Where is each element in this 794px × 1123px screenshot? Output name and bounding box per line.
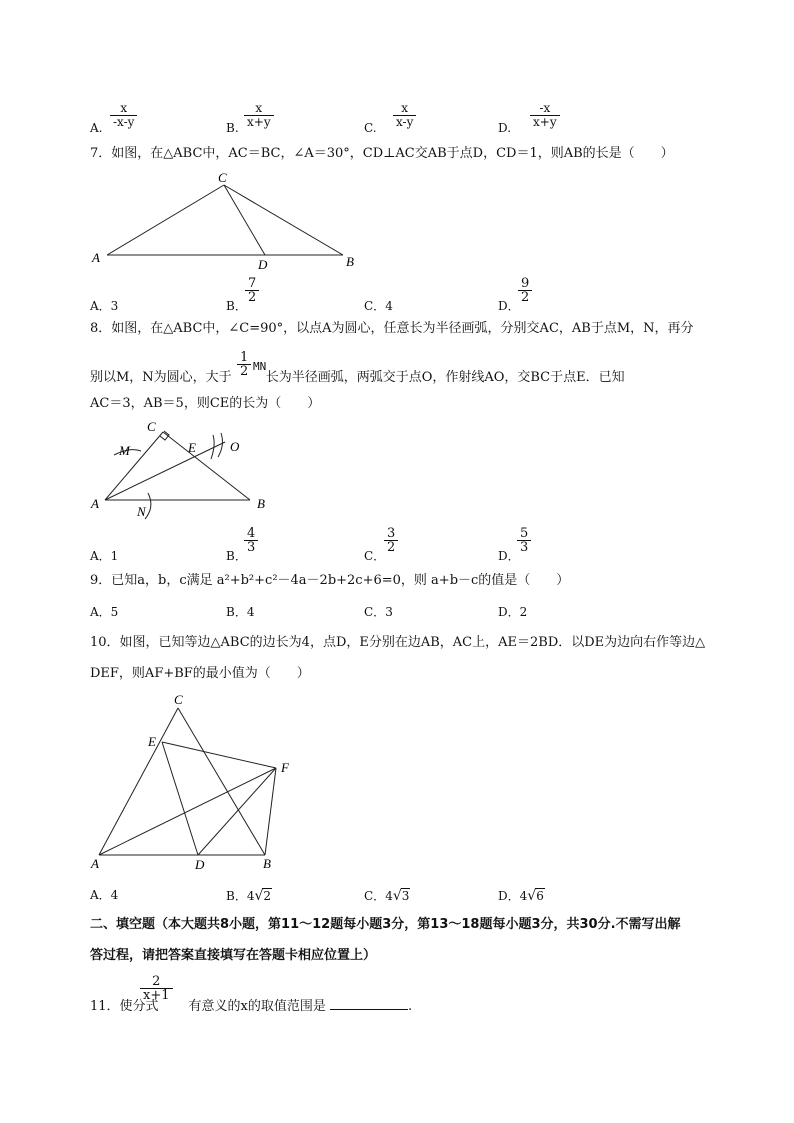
- q7-option-b-fraction: [245, 277, 259, 304]
- q7-option-b-denominator: 2: [245, 290, 259, 304]
- q8-option-a-value: 1: [110, 549, 119, 563]
- section-2-heading-line-2: 答过程，请把答案直接填写在答题卡相应位置上）: [90, 948, 377, 963]
- q7-segment-cb: [224, 185, 343, 255]
- q11-post: 有意义的x的取值范围是: [188, 999, 326, 1014]
- q8-option-d-denominator: 3: [517, 540, 531, 554]
- q9-stem: 9．已知a，b，c满足 a²+b²+c²－4a－2b+2c+6=0，则 a+b－c的值是（ ）: [90, 573, 570, 588]
- q10-label-f: F: [281, 760, 289, 775]
- q8-line-1: 8．如图，在△ABC中，∠C=90°，以点A为圆心，任意长为半径画弧，分别交AC，AB于点M，N，再分: [90, 321, 694, 336]
- q8-line-2-pre: 别以M，N为圆心，大于: [90, 370, 232, 385]
- q7-option-c: [364, 299, 393, 313]
- q7-option-a-value: 3: [110, 299, 119, 313]
- q7-option-d-numerator: 9: [521, 276, 530, 291]
- q10-option-d: D．4√6: [498, 888, 544, 904]
- q11-pre: 11．使分式: [90, 999, 159, 1014]
- q8-half-numerator: 1: [240, 350, 249, 365]
- q8-option-a-letter: A．: [90, 549, 111, 563]
- q9-option-a-letter: A．: [90, 605, 111, 619]
- q10-segment-ac: [99, 708, 178, 855]
- q8-label-c: C: [147, 419, 156, 434]
- q6-option-c-numerator: x: [401, 101, 409, 115]
- q10-label-c: C: [174, 692, 183, 707]
- section-2-heading-line-1: 二、填空题（本大题共8小题，第11～12题每小题3分，第13～18题每小题3分，共30分.不需写出解: [90, 917, 681, 932]
- q8-label-n: N: [137, 504, 146, 519]
- q8-option-c-letter: C．: [364, 549, 386, 563]
- q7-option-b-numerator: 7: [248, 276, 257, 291]
- q10-option-c: C．4√3: [364, 888, 410, 904]
- q8-label-b: B: [257, 496, 265, 511]
- q7-segment-ac: [107, 185, 224, 255]
- q10-option-b: B．4√2: [226, 888, 272, 904]
- q6-option-c-fraction: [393, 102, 416, 129]
- q6-option-c-letter: C.: [364, 121, 377, 135]
- q10-figure: [85, 690, 305, 875]
- q8-arc-o1: [211, 435, 214, 459]
- q10-option-b-coef: 4: [246, 889, 255, 903]
- q8-half-fraction: [237, 351, 251, 378]
- q10-option-c-letter: C．: [364, 889, 386, 903]
- q7-option-a: [90, 299, 118, 313]
- q6-option-d-fraction: [530, 102, 560, 129]
- q9-option-d-letter: D．: [498, 605, 520, 619]
- q8-option-b-letter: B．: [226, 549, 247, 563]
- q10-option-c-coef: 4: [385, 889, 393, 903]
- q11-numerator: 2: [152, 974, 161, 989]
- q8-segment-ac: [105, 432, 163, 500]
- q9-option-d-value: 2: [519, 605, 528, 619]
- q8-arc-n: [145, 493, 151, 519]
- q9-option-d: [498, 605, 527, 619]
- q9-option-b: [226, 605, 254, 619]
- q7-stem: 7．如图，在△ABC中，AC＝BC，∠A＝30°，CD⊥AC交AB于点D，CD＝1，则AB的长是（ ）: [90, 146, 674, 161]
- q10-segment-ef: [162, 742, 276, 768]
- q8-line-2: [90, 370, 625, 386]
- q7-figure: [80, 168, 370, 272]
- q9-option-b-letter: B．: [226, 605, 247, 619]
- q9-option-c-value: 3: [385, 605, 393, 619]
- q10-option-d-letter: D．: [498, 889, 520, 903]
- q8-option-c-denominator: 2: [384, 540, 398, 554]
- q10-segment-ed: [162, 742, 198, 855]
- q10-label-a: A: [91, 856, 99, 871]
- q8-option-a: [90, 549, 118, 563]
- q7-segment-cd: [224, 185, 265, 255]
- q10-option-d-coef: 4: [519, 889, 528, 903]
- q7-option-d-letter: D．: [498, 299, 520, 313]
- q8-figure: [85, 415, 285, 523]
- q7-label-d: D: [258, 257, 268, 272]
- q8-option-b-denominator: 3: [244, 540, 258, 554]
- q11-denominator: x+1: [140, 988, 173, 1002]
- q6-option-a-letter: A.: [90, 121, 103, 135]
- q10-line-1: 10．如图，已知等边△ABC的边长为4，点D，E分别在边AB，AC上，AE＝2BD．以DE为边向右作等边△: [90, 635, 706, 650]
- q6-option-b-fraction: [244, 102, 274, 129]
- q9-option-a-value: 5: [110, 605, 119, 619]
- q10-label-b: B: [263, 856, 271, 871]
- q6-option-a-numerator: x: [120, 101, 128, 115]
- q6-option-d-numerator: -x: [539, 101, 551, 115]
- q6-option-a-fraction: [110, 102, 137, 129]
- q9-option-c: [364, 605, 393, 619]
- q10-line-2: DEF，则AF+BF的最小值为（ ）: [90, 666, 310, 681]
- q7-option-b-letter: B．: [226, 299, 247, 313]
- q8-option-d-fraction: [517, 527, 531, 554]
- q8-mn: MN: [253, 360, 267, 373]
- q8-line-3: AC＝3，AB＝5，则CE的长为（ ）: [90, 396, 321, 411]
- q8-label-e: E: [188, 440, 196, 455]
- q10-option-a-value: 4: [110, 888, 119, 902]
- q6-option-b-numerator: x: [255, 101, 263, 115]
- q7-label-c: C: [218, 170, 227, 185]
- q10-option-c-radicand: 3: [401, 889, 410, 903]
- q6-option-a-denominator: -x-y: [110, 115, 137, 129]
- q6-option-b-letter: B.: [226, 121, 239, 135]
- q8-option-d-letter: D．: [498, 549, 520, 563]
- q8-option-c-fraction: [384, 527, 398, 554]
- q10-label-e: E: [148, 734, 156, 749]
- q6-option-c-denominator: x-y: [393, 115, 416, 129]
- q6-option-d-denominator: x+y: [530, 115, 560, 129]
- q10-option-d-radicand: 6: [536, 889, 544, 903]
- q10-option-b-radicand: 2: [263, 889, 272, 903]
- q10-label-d: D: [195, 857, 205, 872]
- q8-option-b-numerator: 4: [247, 526, 256, 541]
- q9-option-b-value: 4: [246, 605, 255, 619]
- q6-option-b-denominator: x+y: [244, 115, 274, 129]
- q7-label-a: A: [92, 250, 100, 265]
- q9-option-a: [90, 605, 118, 619]
- q11-end: .: [408, 999, 413, 1014]
- q11-fraction: [140, 975, 173, 1002]
- q10-segment-df: [198, 768, 276, 855]
- q8-half-denominator: 2: [237, 364, 251, 378]
- q8-line-2-post: 长为半径画弧，两弧交于点O，作射线AO，交BC于点E．已知: [265, 370, 625, 385]
- q10-option-b-letter: B．: [226, 889, 247, 903]
- q7-option-a-letter: A．: [90, 299, 111, 313]
- q8-option-b-fraction: [244, 527, 258, 554]
- q11-stem: [90, 997, 412, 1015]
- q7-option-d-denominator: 2: [518, 290, 532, 304]
- q8-label-m: M: [119, 443, 130, 458]
- q10-option-a-letter: A．: [90, 888, 111, 902]
- q10-segment-af: [99, 768, 276, 855]
- q7-label-b: B: [346, 254, 354, 269]
- q8-label-o: O: [230, 439, 240, 454]
- q10-option-a: [90, 888, 118, 902]
- q10-segment-bf: [265, 768, 276, 855]
- q7-option-c-letter: C．: [364, 299, 386, 313]
- q8-option-c-numerator: 3: [387, 526, 396, 541]
- q7-option-d-fraction: [518, 277, 532, 304]
- q11-answer-blank[interactable]: [330, 997, 408, 1010]
- q8-label-a: A: [91, 496, 99, 511]
- q8-option-d-numerator: 5: [520, 526, 529, 541]
- q9-option-c-letter: C．: [364, 605, 386, 619]
- q6-option-d-letter: D.: [498, 121, 512, 135]
- q7-option-c-value: 4: [385, 299, 393, 313]
